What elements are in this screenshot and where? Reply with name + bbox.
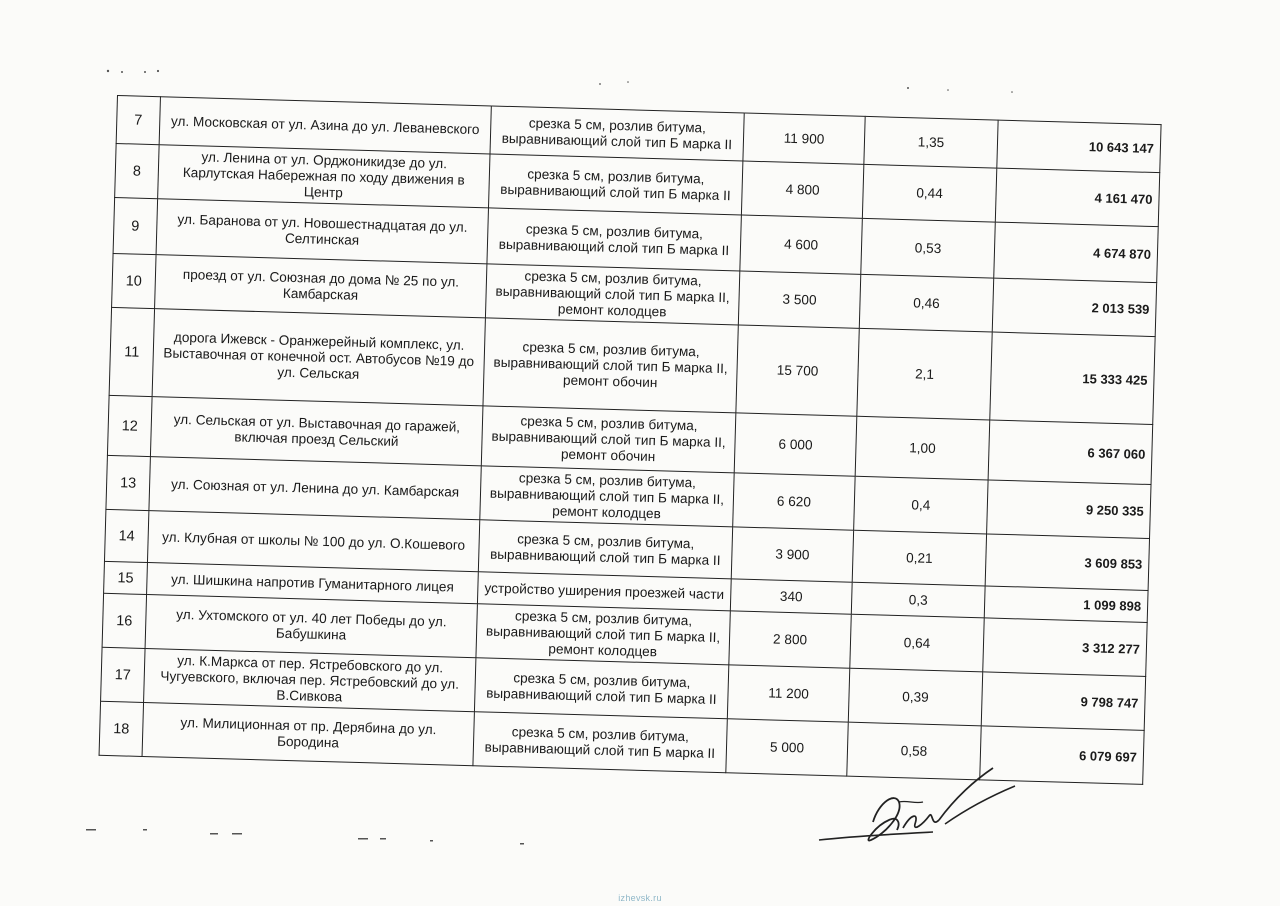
cost-value: 15 333 425 [990,332,1155,425]
row-number: 8 [115,143,159,198]
area-value: 3 500 [738,271,860,328]
area-value: 4 800 [741,161,863,218]
length-value: 0,44 [862,164,996,222]
area-value: 340 [730,579,852,614]
work-description: срезка 5 см, розлив битума, выравнивающий слой тип Б марка II, ремонт обочин [481,406,736,473]
area-value: 11 900 [743,113,865,164]
road-works-table [99,95,1162,785]
length-value: 1,00 [855,416,990,480]
length-value: 0,39 [848,668,982,726]
row-number: 7 [116,96,160,145]
work-description: срезка 5 см, розлив битума, выравнивающий слой тип Б марка II [474,658,728,719]
length-value: 0,53 [861,218,996,278]
cost-value: 2 013 539 [992,278,1156,337]
row-number: 15 [104,561,148,594]
work-description: срезка 5 см, розлив битума, выравнивающий слой тип Б марка II, ремонт колодцев [476,604,730,665]
area-value: 6 000 [734,413,857,476]
street-segment: ул. Союзная от ул. Ленина до ул. Камбарская [149,457,481,520]
work-description: срезка 5 см, розлив битума, выравнивающий слой тип Б марка II [488,154,742,215]
cost-value: 6 367 060 [988,420,1153,485]
length-value: 1,35 [864,116,998,168]
length-value: 0,46 [859,274,993,332]
row-number: 18 [99,701,143,756]
street-segment: ул. К.Маркса от пер. Ястребовского до ул. Чугуевского, включая пер. Ястребовский до ул. В.Сивкова [144,648,476,711]
length-value: 0,21 [852,530,986,586]
row-number: 13 [106,455,150,510]
street-segment: ул. Ленина от ул. Орджоникидзе до ул. Карлутская Набережная по ходу движения в Центр [158,145,490,208]
street-segment: ул. Милиционная от пр. Дерябина до ул. Бородина [142,702,474,765]
cost-value: 1 099 898 [984,586,1148,623]
source-watermark: izhevsk.ru [618,893,662,903]
handwritten-signature [815,762,1025,858]
street-segment: проезд от ул. Союзная до дома № 25 по ул. Камбарская [155,255,487,318]
area-value: 6 620 [733,473,855,530]
cost-value: 4 674 870 [994,222,1159,283]
cost-value: 9 250 335 [987,480,1151,539]
area-value: 2 800 [729,611,851,668]
work-description: срезка 5 см, розлив битума, выравнивающий слой тип Б марка II, ремонт обочин [483,318,738,413]
length-value: 0,3 [851,582,985,618]
row-number: 14 [104,509,148,562]
work-description: срезка 5 см, розлив битума, выравнивающий слой тип Б марка II [473,712,727,773]
cost-value: 6 079 697 [980,726,1144,785]
area-value: 3 900 [731,527,853,582]
street-segment: дорога Ижевск - Оранжерейный комплекс, ул. Выставочная от конечной ост. Автобусов №19 до ул. Сельская [152,309,485,406]
row-number: 11 [109,307,154,396]
cost-value: 4 161 470 [995,168,1159,227]
work-description: срезка 5 см, розлив битума, выравнивающий слой тип Б марка II, ремонт колодцев [485,264,739,325]
work-description: устройство уширения проезжей части [477,572,731,611]
street-segment: ул. Баранова от ул. Новошестнадцатая до ул. Селтинская [156,199,488,264]
area-value: 11 200 [727,665,849,722]
cost-value: 3 609 853 [985,534,1149,591]
work-description: срезка 5 см, розлив битума, выравнивающий слой тип Б марка II [487,208,741,271]
cost-value: 9 798 747 [981,672,1145,731]
area-value: 5 000 [726,719,848,776]
row-number: 17 [101,647,145,702]
street-segment: ул. Ухтомского от ул. 40 лет Победы до ул. Бабушкина [145,595,477,658]
street-segment: ул. Сельская от ул. Выставочная до гаражей, включая проезд Сельский [150,397,483,466]
length-value: 2,1 [857,328,992,420]
work-description: срезка 5 см, розлив битума, выравнивающий слой тип Б марка II, ремонт колодцев [480,466,734,527]
length-value: 0,58 [847,722,981,780]
work-description: срезка 5 см, розлив битума, выравнивающий слой тип Б марка II [478,520,732,579]
length-value: 0,4 [854,476,988,534]
area-value: 15 700 [736,325,859,416]
row-number: 12 [107,395,152,456]
street-segment: ул. Шишкина напротив Гуманитарного лицея [147,563,479,604]
row-number: 9 [113,197,158,254]
street-segment: ул. Клубная от школы № 100 до ул. О.Кошевого [147,511,479,572]
row-number: 16 [102,593,146,648]
cost-value: 3 312 277 [983,618,1147,677]
length-value: 0,64 [850,614,984,672]
street-segment: ул. Московская от ул. Азина до ул. Леваневского [159,97,491,154]
work-description: срезка 5 см, розлив битума, выравнивающий слой тип Б марка II [490,106,744,161]
cost-value: 10 643 147 [997,120,1161,173]
row-number: 10 [112,253,156,308]
area-value: 4 600 [740,215,863,274]
